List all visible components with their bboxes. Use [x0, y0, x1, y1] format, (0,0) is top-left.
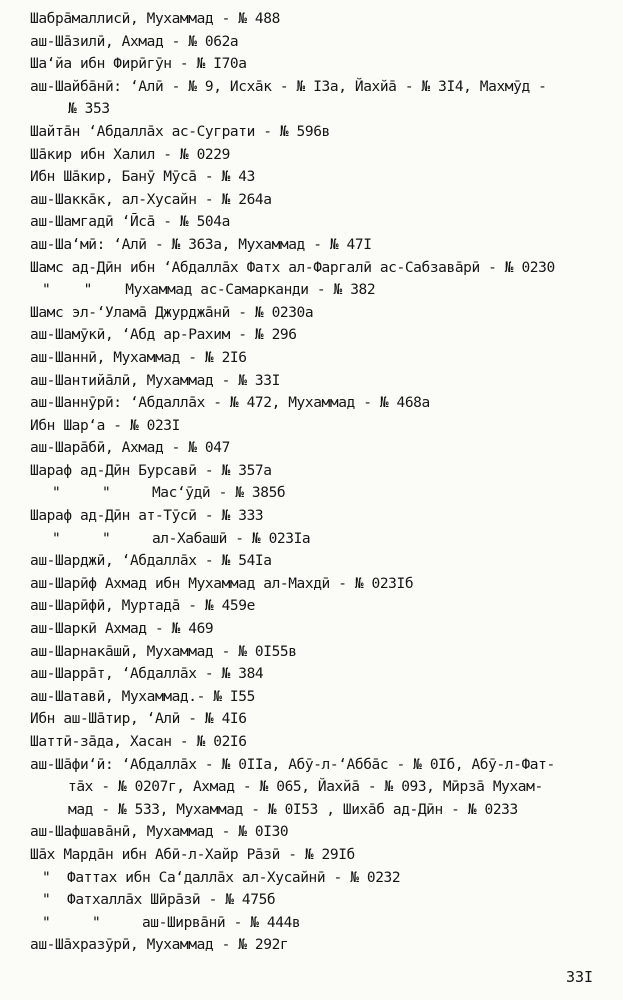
- index-entry: Ибн Ша̄кир, Банӯ Мӯса̄ - № 43: [30, 169, 255, 186]
- index-entry-ditto: " Фаттах ибн Са‘далла̄х ал-Хусайнӣ - № 0232: [42, 869, 401, 886]
- index-entry: Шараф ад-Дӣн ат-Тӯсӣ - № 333: [30, 508, 264, 525]
- index-entry: аш-Шарнака̄шӣ, Мухаммад - № 0I55в: [30, 643, 297, 660]
- index-entry-ditto: " " аш-Ширва̄нӣ - № 444в: [42, 914, 301, 931]
- index-entry: Шамс ад-Дӣн ибн ‘Абдалла̄х Фатх ал-Фаргалӣ ас-Сабзава̄рӣ - № 0230: [30, 259, 555, 276]
- index-entry: аш-Шарӣфӣ, Муртада̄ - № 459е: [30, 598, 255, 615]
- index-entries: [30, 8, 618, 957]
- index-entry: Шараф ад-Дӣн Бурсавӣ - № 357а: [30, 462, 272, 479]
- index-entry: аш-Шайба̄нӣ: ‘Алӣ - № 9, Исха̄к - № I3а, Йахйа̄ - № 3I4, Махмӯд -: [30, 78, 547, 95]
- index-entry-continuation: мад - № 533, Мухаммад - № 0I53 , Шиха̄б ад-Дӣн - № 0233: [68, 801, 518, 818]
- index-entry: Ша̄х Марда̄н ибн Абӣ-л-Хайр Ра̄зӣ - № 29Iб: [30, 846, 355, 863]
- index-entry: аш-Шарӣф Ахмад ибн Мухаммад ал-Махдӣ - № 023Iб: [30, 575, 414, 592]
- index-entry: аш-Ша̄хразӯрӣ, Мухаммад - № 292г: [30, 937, 289, 954]
- index-entry: Ша̄кир ибн Халил - № 0229: [30, 146, 230, 163]
- index-entry: аш-Шамӯкӣ, ‘Абд ар-Рахим - № 296: [30, 327, 297, 344]
- index-entry: Ибн Шар‘а - № 023I: [30, 417, 180, 434]
- index-entry: аш-Шаннӣ, Мухаммад - № 2I6: [30, 349, 247, 366]
- index-entry: Шабра̄маллисӣ, Мухаммад - № 488: [30, 11, 280, 27]
- index-entry: аш-Ша̄зилӣ, Ахмад - № 062а: [30, 33, 239, 50]
- index-entry-ditto: " " ал-Хабашӣ - № 023Iа: [52, 530, 311, 547]
- index-entry: аш-Шаркӣ Ахмад - № 469: [30, 621, 214, 638]
- index-entry: Шамс эл-‘Улама̄ Джурджа̄нӣ - № 0230а: [30, 304, 314, 321]
- index-entry: Шайта̄н ‘Абдалла̄х ас-Суграти - № 596в: [30, 123, 330, 140]
- index-entry-ditto: " " Мухаммад ас-Самарканди - № 382: [42, 282, 376, 299]
- index-entry: аш-Ша‘мӣ: ‘Алӣ - № 363а, Мухаммад - № 47I: [30, 236, 372, 253]
- index-entry: аш-Шарра̄т, ‘Абдалла̄х - № 384: [30, 666, 264, 683]
- index-entry: аш-Ша̄фи‘ӣ: ‘Абдалла̄х - № 0IIа, Абӯ-л-‘Абба̄с - № 0Iб, Абӯ-л-Фат-: [30, 756, 555, 773]
- index-entry: аш-Шатавӣ, Мухаммад.- № I55: [30, 688, 255, 705]
- index-entry: аш-Шаннӯрӣ: ‘Абдалла̄х - № 472, Мухаммад - № 468а: [30, 395, 430, 412]
- index-entry: аш-Шафшава̄нӣ, Мухаммад - № 0I30: [30, 824, 289, 841]
- index-entry: аш-Шамгадӣ ‘Ӣса̄ - № 504а: [30, 214, 230, 231]
- index-entry: Шаттӣ-за̄да, Хасан - № 02I6: [30, 734, 247, 750]
- index-entry: аш-Шара̄бӣ, Ахмад - № 047: [30, 440, 230, 457]
- index-entry: Ша‘йа ибн Фирӣгӯн - № I70а: [30, 56, 247, 73]
- index-entry-ditto: " Фатхалла̄х Шӣра̄зӣ - № 475б: [42, 892, 276, 909]
- page-number: 33I: [566, 968, 594, 986]
- index-entry: аш-Шантийа̄лӣ, Мухаммад - № 33I: [30, 372, 280, 389]
- index-entry-continuation: та̄х - № 0207г, Ахмад - № 065, Йахйа̄ - № 093, Мӣрза̄ Мухам-: [68, 779, 543, 796]
- index-entry: аш-Шарджӣ, ‘Абдалла̄х - № 54Iа: [30, 553, 272, 570]
- index-entry: аш-Шакка̄к, ал-Хусайн - № 264а: [30, 191, 272, 208]
- index-entry-ditto: " " Мас‘ӯдӣ - № 385б: [52, 485, 286, 502]
- index-entry-continuation: № 353: [68, 101, 110, 118]
- index-entry: Ибн аш-Ша̄тир, ‘Алӣ - № 4I6: [30, 711, 247, 728]
